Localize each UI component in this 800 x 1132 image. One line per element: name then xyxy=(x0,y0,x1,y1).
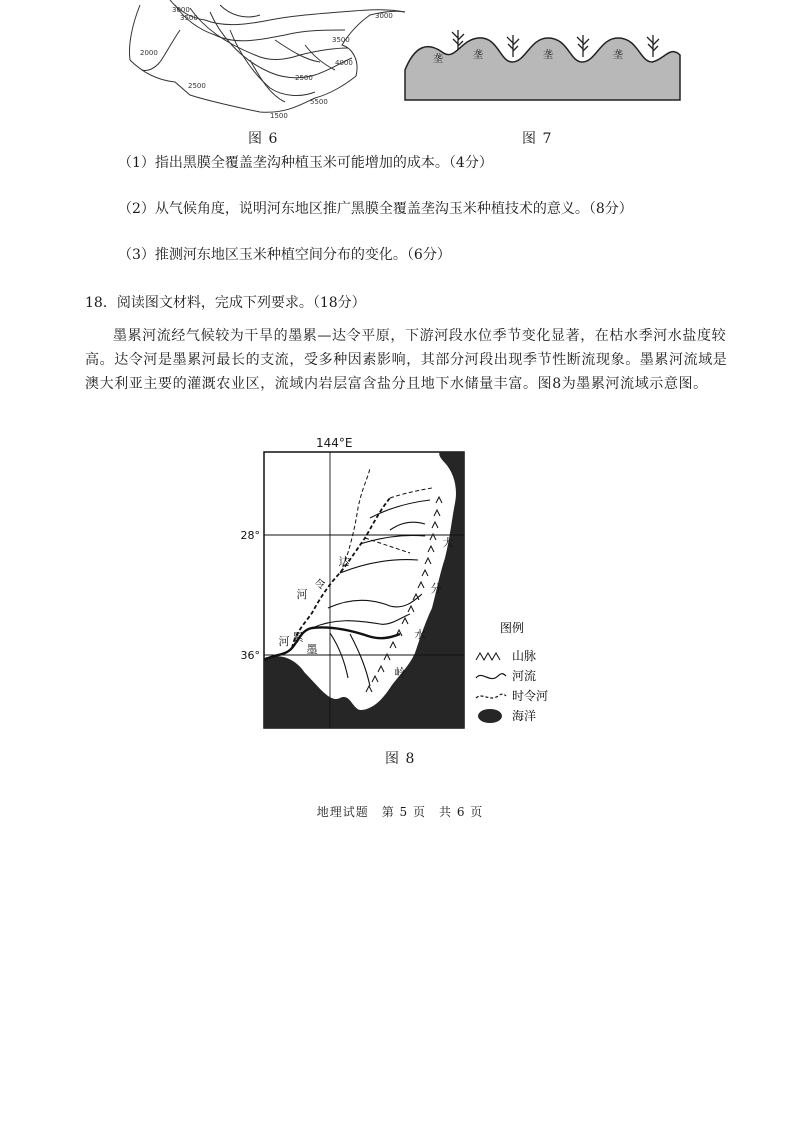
contour-label: 4000 xyxy=(335,59,353,67)
ridge-label: 垄 xyxy=(433,54,443,65)
legend-mountain-symbol xyxy=(476,653,500,660)
contour-label: 5500 xyxy=(310,98,328,106)
contour-label: 3000 xyxy=(172,6,190,14)
map-legend xyxy=(476,620,548,723)
legend-river-symbol xyxy=(476,674,506,679)
murray-label: 墨 xyxy=(306,643,318,656)
contour-label: 2500 xyxy=(188,82,206,90)
range-label: 分 xyxy=(430,582,442,595)
range-label: 岭 xyxy=(394,666,406,679)
murray-label: 累 xyxy=(292,631,304,644)
figure-6-contour-map xyxy=(120,0,420,125)
contour-label: 3500 xyxy=(180,14,198,22)
latitude-label: 28° xyxy=(240,529,260,542)
figure-8-caption: 图 8 xyxy=(385,751,416,767)
question-18-heading: 18．阅读图文材料，完成下列要求。（18分） xyxy=(85,295,366,311)
question-17-3: （3）推测河东地区玉米种植空间分布的变化。（6分） xyxy=(118,247,451,263)
legend-mountain-label: 山脉 xyxy=(512,649,537,663)
question-17-2: （2）从气候角度，说明河东地区推广黑膜全覆盖垄沟玉米种植技术的意义。（8分） xyxy=(118,201,633,217)
range-label: 大 xyxy=(442,536,454,549)
ridge-label: 垄 xyxy=(473,50,483,61)
page-footer: 地理试题 第 5 页 共 6 页 xyxy=(316,805,484,819)
question-18-paragraph: 墨累河流经气候较为干旱的墨累—达令平原，下游河段水位季节变化显著，在枯水季河水盐度较高。达令河是墨累河最长的支流，受多种因素影响，其部分河段出现季节性断流现象。墨累河流域是澳大利亚主要的灌溉农业区，流域内岩层富含盐分且地下水储量丰富。图8为墨累河流域示意图。 xyxy=(85,328,728,392)
contour-label: 2500 xyxy=(295,74,313,82)
longitude-label: 144°E xyxy=(316,436,353,450)
legend-seasonal-river-label: 时令河 xyxy=(512,689,549,703)
contour-label: 3000 xyxy=(375,12,393,20)
ridge-label: 垄 xyxy=(543,50,553,61)
darling-label: 令 xyxy=(314,578,326,591)
darling-label: 河 xyxy=(296,588,308,601)
ridge-label: 垄 xyxy=(613,50,623,61)
figure-8-murray-basin-map xyxy=(240,448,580,733)
contour-label: 3500 xyxy=(332,36,350,44)
darling-label: 达 xyxy=(338,555,350,568)
figure-6-caption: 图 6 xyxy=(248,131,279,147)
legend-ocean-label: 海洋 xyxy=(512,709,537,723)
figure-7-ridge-furrow-diagram xyxy=(400,0,690,110)
figure-7-caption: 图 7 xyxy=(522,131,553,147)
legend-ocean-symbol xyxy=(478,709,502,723)
legend-title: 图例 xyxy=(499,621,525,635)
legend-river-label: 河流 xyxy=(512,669,537,683)
contour-label: 2000 xyxy=(140,49,158,57)
contour-label: 1500 xyxy=(270,112,288,120)
question-17-1: （1）指出黑膜全覆盖垄沟种植玉米可能增加的成本。（4分） xyxy=(118,155,493,171)
latitude-label: 36° xyxy=(240,649,260,662)
legend-seasonal-river-symbol xyxy=(476,694,506,698)
range-label: 水 xyxy=(414,628,426,641)
murray-label: 河 xyxy=(278,635,290,648)
